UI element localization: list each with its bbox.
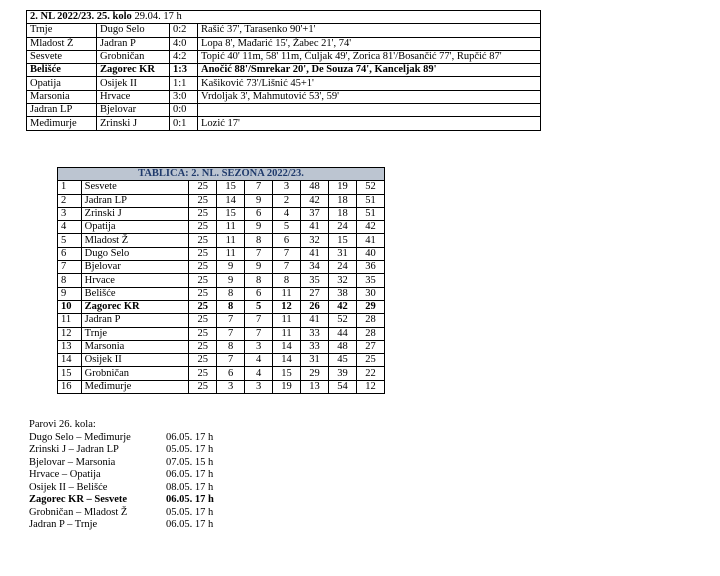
standings-ga: 52 — [328, 314, 356, 327]
standings-d: 7 — [245, 327, 273, 340]
standings-row — [58, 340, 385, 353]
standings-team: Osijek II — [81, 354, 189, 367]
standings-team: Zagorec KR — [81, 300, 189, 313]
result-away: Dugo Selo — [97, 24, 170, 37]
standings-w: 7 — [217, 314, 245, 327]
result-score: 1:1 — [170, 77, 198, 90]
result-home: Mladost Ž — [27, 37, 97, 50]
standings-team: Međimurje — [81, 380, 189, 393]
standings-ga: 44 — [328, 327, 356, 340]
standings-gf: 33 — [301, 340, 329, 353]
standings-row — [58, 287, 385, 300]
standings-ga: 24 — [328, 261, 356, 274]
result-away: Zagorec KR — [97, 64, 170, 77]
standings-pts: 30 — [356, 287, 384, 300]
standings-team: Jadran LP — [81, 194, 189, 207]
standings-l: 11 — [273, 327, 301, 340]
result-away: Jadran P — [97, 37, 170, 50]
standings-d: 3 — [245, 340, 273, 353]
pair-row — [29, 432, 214, 445]
standings-w: 3 — [217, 380, 245, 393]
standings-ga: 18 — [328, 207, 356, 220]
pair-row — [29, 519, 214, 532]
standings-pts: 52 — [356, 181, 384, 194]
standings-row — [58, 327, 385, 340]
standings-l: 7 — [273, 261, 301, 274]
pair-time: 06.05. 17 h — [166, 469, 214, 480]
standings-d: 4 — [245, 367, 273, 380]
standings-w: 11 — [217, 234, 245, 247]
standings-gf: 41 — [301, 247, 329, 260]
standings-l: 5 — [273, 221, 301, 234]
pair-time: 08.05. 17 h — [166, 481, 214, 493]
result-score: 4:2 — [170, 50, 198, 63]
standings-l: 14 — [273, 354, 301, 367]
standings-p: 25 — [189, 314, 217, 327]
result-row — [27, 104, 541, 117]
standings-pts: 36 — [356, 261, 384, 274]
standings-l: 7 — [273, 247, 301, 260]
standings-w: 8 — [217, 287, 245, 300]
standings-w: 9 — [217, 274, 245, 287]
result-scorers — [198, 104, 541, 117]
standings-team: Jadran P — [81, 314, 189, 327]
standings-team: Hrvace — [81, 274, 189, 287]
standings-row — [58, 194, 385, 207]
result-home: Belišće — [27, 64, 97, 77]
standings-team: Bjelovar — [81, 261, 189, 274]
pair-match: Grobničan – Mladost Ž — [29, 506, 128, 518]
pair-match: Jadran P – Trnje — [29, 519, 98, 530]
standings-team: Dugo Selo — [81, 247, 189, 260]
standings-ga: 39 — [328, 367, 356, 380]
standings-gf: 41 — [301, 221, 329, 234]
result-scorers: Lopa 8', Mađarić 15', Žabec 21', 74' — [198, 37, 541, 50]
standings-w: 15 — [217, 207, 245, 220]
standings-gf: 31 — [301, 354, 329, 367]
standings-rank: 10 — [58, 300, 82, 313]
results-time: 29.04. 17 h — [134, 11, 182, 23]
result-away: Bjelovar — [97, 104, 170, 117]
results-header — [27, 11, 541, 24]
pair-row — [29, 444, 214, 457]
standings-pts: 40 — [356, 247, 384, 260]
standings-l: 12 — [273, 300, 301, 313]
standings-ga: 38 — [328, 287, 356, 300]
pair-time: 06.05. 17 h — [166, 494, 214, 505]
standings-ga: 31 — [328, 247, 356, 260]
standings-p: 25 — [189, 274, 217, 287]
result-row — [27, 90, 541, 103]
standings-rank: 2 — [58, 194, 82, 207]
standings-w: 8 — [217, 300, 245, 313]
standings-row — [58, 247, 385, 260]
standings-w: 15 — [217, 181, 245, 194]
standings-pts: 41 — [356, 234, 384, 247]
standings-d: 9 — [245, 221, 273, 234]
standings-rank: 14 — [58, 354, 82, 367]
result-row — [27, 64, 541, 77]
standings-p: 25 — [189, 261, 217, 274]
standings-l: 6 — [273, 234, 301, 247]
standings-d: 9 — [245, 194, 273, 207]
standings-gf: 27 — [301, 287, 329, 300]
pair-match: Zagorec KR – Sesvete — [29, 494, 128, 505]
result-row — [27, 50, 541, 63]
standings-gf: 34 — [301, 261, 329, 274]
standings-row — [58, 234, 385, 247]
standings-pts: 27 — [356, 340, 384, 353]
result-score: 4:0 — [170, 37, 198, 50]
standings-d: 8 — [245, 234, 273, 247]
standings-rank: 6 — [58, 247, 82, 260]
standings-p: 25 — [189, 367, 217, 380]
result-home: Međimurje — [27, 117, 97, 130]
result-score: 3:0 — [170, 90, 198, 103]
standings-gf: 37 — [301, 207, 329, 220]
pair-time: 05.05. 17 h — [166, 444, 214, 455]
standings-pts: 22 — [356, 367, 384, 380]
standings-p: 25 — [189, 340, 217, 353]
standings-row — [58, 207, 385, 220]
standings-title-row — [58, 168, 385, 181]
standings-d: 7 — [245, 181, 273, 194]
standings-row — [58, 261, 385, 274]
standings-gf: 32 — [301, 234, 329, 247]
standings-gf: 35 — [301, 274, 329, 287]
standings-rank: 16 — [58, 380, 82, 393]
result-row — [27, 37, 541, 50]
standings-pts: 51 — [356, 207, 384, 220]
result-scorers: Lozić 17' — [198, 117, 541, 130]
standings-ga: 54 — [328, 380, 356, 393]
pair-match: Zrinski J – Jadran LP — [29, 444, 119, 455]
standings-d: 5 — [245, 300, 273, 313]
result-scorers: Vrdoljak 3', Mahmutović 53', 59' — [198, 90, 541, 103]
standings-l: 19 — [273, 380, 301, 393]
standings-p: 25 — [189, 207, 217, 220]
standings-rank: 4 — [58, 221, 82, 234]
standings-l: 15 — [273, 367, 301, 380]
result-away: Osijek II — [97, 77, 170, 90]
standings-team: Zrinski J — [81, 207, 189, 220]
pair-row — [29, 469, 214, 482]
standings-d: 6 — [245, 287, 273, 300]
pairs-list — [29, 432, 214, 532]
standings-d: 9 — [245, 261, 273, 274]
pair-row — [29, 507, 214, 520]
standings-p: 25 — [189, 327, 217, 340]
pair-time: 06.05. 17 h — [166, 519, 214, 530]
standings-team: Grobničan — [81, 367, 189, 380]
result-home: Sesvete — [27, 50, 97, 63]
standings-gf: 42 — [301, 194, 329, 207]
standings-row — [58, 367, 385, 380]
standings-d: 7 — [245, 247, 273, 260]
standings-p: 25 — [189, 221, 217, 234]
standings-pts: 12 — [356, 380, 384, 393]
standings-gf: 26 — [301, 300, 329, 313]
results-header-row — [27, 11, 541, 24]
standings-team: Mladost Ž — [81, 234, 189, 247]
standings-team: Opatija — [81, 221, 189, 234]
standings-w: 11 — [217, 221, 245, 234]
standings-d: 3 — [245, 380, 273, 393]
standings-p: 25 — [189, 287, 217, 300]
result-away: Grobničan — [97, 50, 170, 63]
standings-team: Trnje — [81, 327, 189, 340]
standings-ga: 45 — [328, 354, 356, 367]
pair-row — [29, 457, 214, 470]
standings-rank: 11 — [58, 314, 82, 327]
standings-rank: 8 — [58, 274, 82, 287]
standings-p: 25 — [189, 234, 217, 247]
result-score: 0:0 — [170, 104, 198, 117]
pairs-heading: Parovi 26. kola: — [29, 419, 96, 430]
standings-d: 4 — [245, 354, 273, 367]
pair-time: 05.05. 17 h — [166, 506, 214, 518]
standings-pts: 42 — [356, 221, 384, 234]
pair-time: 07.05. 15 h — [166, 456, 214, 468]
standings-ga: 48 — [328, 340, 356, 353]
standings-rank: 12 — [58, 327, 82, 340]
standings-l: 14 — [273, 340, 301, 353]
standings-team: Sesvete — [81, 181, 189, 194]
standings-rank: 13 — [58, 340, 82, 353]
standings-l: 8 — [273, 274, 301, 287]
standings-pts: 28 — [356, 327, 384, 340]
standings-title: TABLICA: 2. NL. SEZONA 2022/23. — [58, 168, 385, 181]
pair-match: Dugo Selo – Međimurje — [29, 431, 131, 443]
standings-p: 25 — [189, 194, 217, 207]
result-score: 0:1 — [170, 117, 198, 130]
pair-row — [29, 482, 214, 495]
pair-match: Hrvace – Opatija — [29, 469, 101, 480]
standings-w: 14 — [217, 194, 245, 207]
standings-row — [58, 314, 385, 327]
standings-gf: 33 — [301, 327, 329, 340]
standings-row — [58, 300, 385, 313]
standings-w: 9 — [217, 261, 245, 274]
results-title: 2. NL 2022/23. 25. kolo — [30, 11, 132, 23]
result-scorers: Rašić 37', Tarasenko 90'+1' — [198, 24, 541, 37]
standings-ga: 15 — [328, 234, 356, 247]
pair-row — [29, 494, 214, 507]
result-scorers: Anočić 88'/Smrekar 20', De Souza 74', Kanceljak 89' — [198, 64, 541, 77]
result-row — [27, 24, 541, 37]
standings-rank: 9 — [58, 287, 82, 300]
standings-l: 3 — [273, 181, 301, 194]
standings-team: Belišće — [81, 287, 189, 300]
standings-table — [57, 167, 385, 394]
result-home: Trnje — [27, 24, 97, 37]
standings-p: 25 — [189, 300, 217, 313]
standings-p: 25 — [189, 380, 217, 393]
standings-row — [58, 380, 385, 393]
pair-match: Osijek II – Belišće — [29, 481, 108, 493]
standings-row — [58, 221, 385, 234]
standings-pts: 51 — [356, 194, 384, 207]
result-score: 1:3 — [170, 64, 198, 77]
standings-l: 11 — [273, 287, 301, 300]
result-home: Jadran LP — [27, 104, 97, 117]
standings-ga: 32 — [328, 274, 356, 287]
standings-pts: 29 — [356, 300, 384, 313]
standings-w: 6 — [217, 367, 245, 380]
result-away: Hrvace — [97, 90, 170, 103]
standings-ga: 18 — [328, 194, 356, 207]
standings-pts: 35 — [356, 274, 384, 287]
standings-p: 25 — [189, 247, 217, 260]
standings-gf: 13 — [301, 380, 329, 393]
standings-rank: 7 — [58, 261, 82, 274]
results-table — [26, 10, 541, 131]
standings-row — [58, 354, 385, 367]
standings-w: 7 — [217, 354, 245, 367]
standings-gf: 41 — [301, 314, 329, 327]
standings-w: 8 — [217, 340, 245, 353]
standings-p: 25 — [189, 181, 217, 194]
pair-time: 06.05. 17 h — [166, 431, 214, 443]
standings-ga: 24 — [328, 221, 356, 234]
standings-rank: 1 — [58, 181, 82, 194]
standings-ga: 19 — [328, 181, 356, 194]
standings-l: 4 — [273, 207, 301, 220]
result-home: Opatija — [27, 77, 97, 90]
standings-l: 11 — [273, 314, 301, 327]
standings-pts: 25 — [356, 354, 384, 367]
standings-l: 2 — [273, 194, 301, 207]
standings-gf: 48 — [301, 181, 329, 194]
standings-d: 7 — [245, 314, 273, 327]
standings-w: 7 — [217, 327, 245, 340]
result-row — [27, 117, 541, 130]
standings-team: Marsonia — [81, 340, 189, 353]
result-row — [27, 77, 541, 90]
standings-rank: 5 — [58, 234, 82, 247]
standings-d: 8 — [245, 274, 273, 287]
standings-pts: 28 — [356, 314, 384, 327]
standings-ga: 42 — [328, 300, 356, 313]
standings-rank: 3 — [58, 207, 82, 220]
standings-row — [58, 274, 385, 287]
standings-row — [58, 181, 385, 194]
result-away: Zrinski J — [97, 117, 170, 130]
standings-w: 11 — [217, 247, 245, 260]
pairs-section — [29, 419, 214, 532]
result-score: 0:2 — [170, 24, 198, 37]
standings-d: 6 — [245, 207, 273, 220]
standings-p: 25 — [189, 354, 217, 367]
standings-gf: 29 — [301, 367, 329, 380]
result-scorers: Topić 40' 11m, 58' 11m, Čuljak 49', Zorica 81'/Bosančić 77', Rupčić 87' — [198, 50, 541, 63]
result-scorers: Kašiković 73'/Lišnić 45+1' — [198, 77, 541, 90]
pair-match: Bjelovar – Marsonia — [29, 456, 116, 468]
result-home: Marsonia — [27, 90, 97, 103]
standings-rank: 15 — [58, 367, 82, 380]
